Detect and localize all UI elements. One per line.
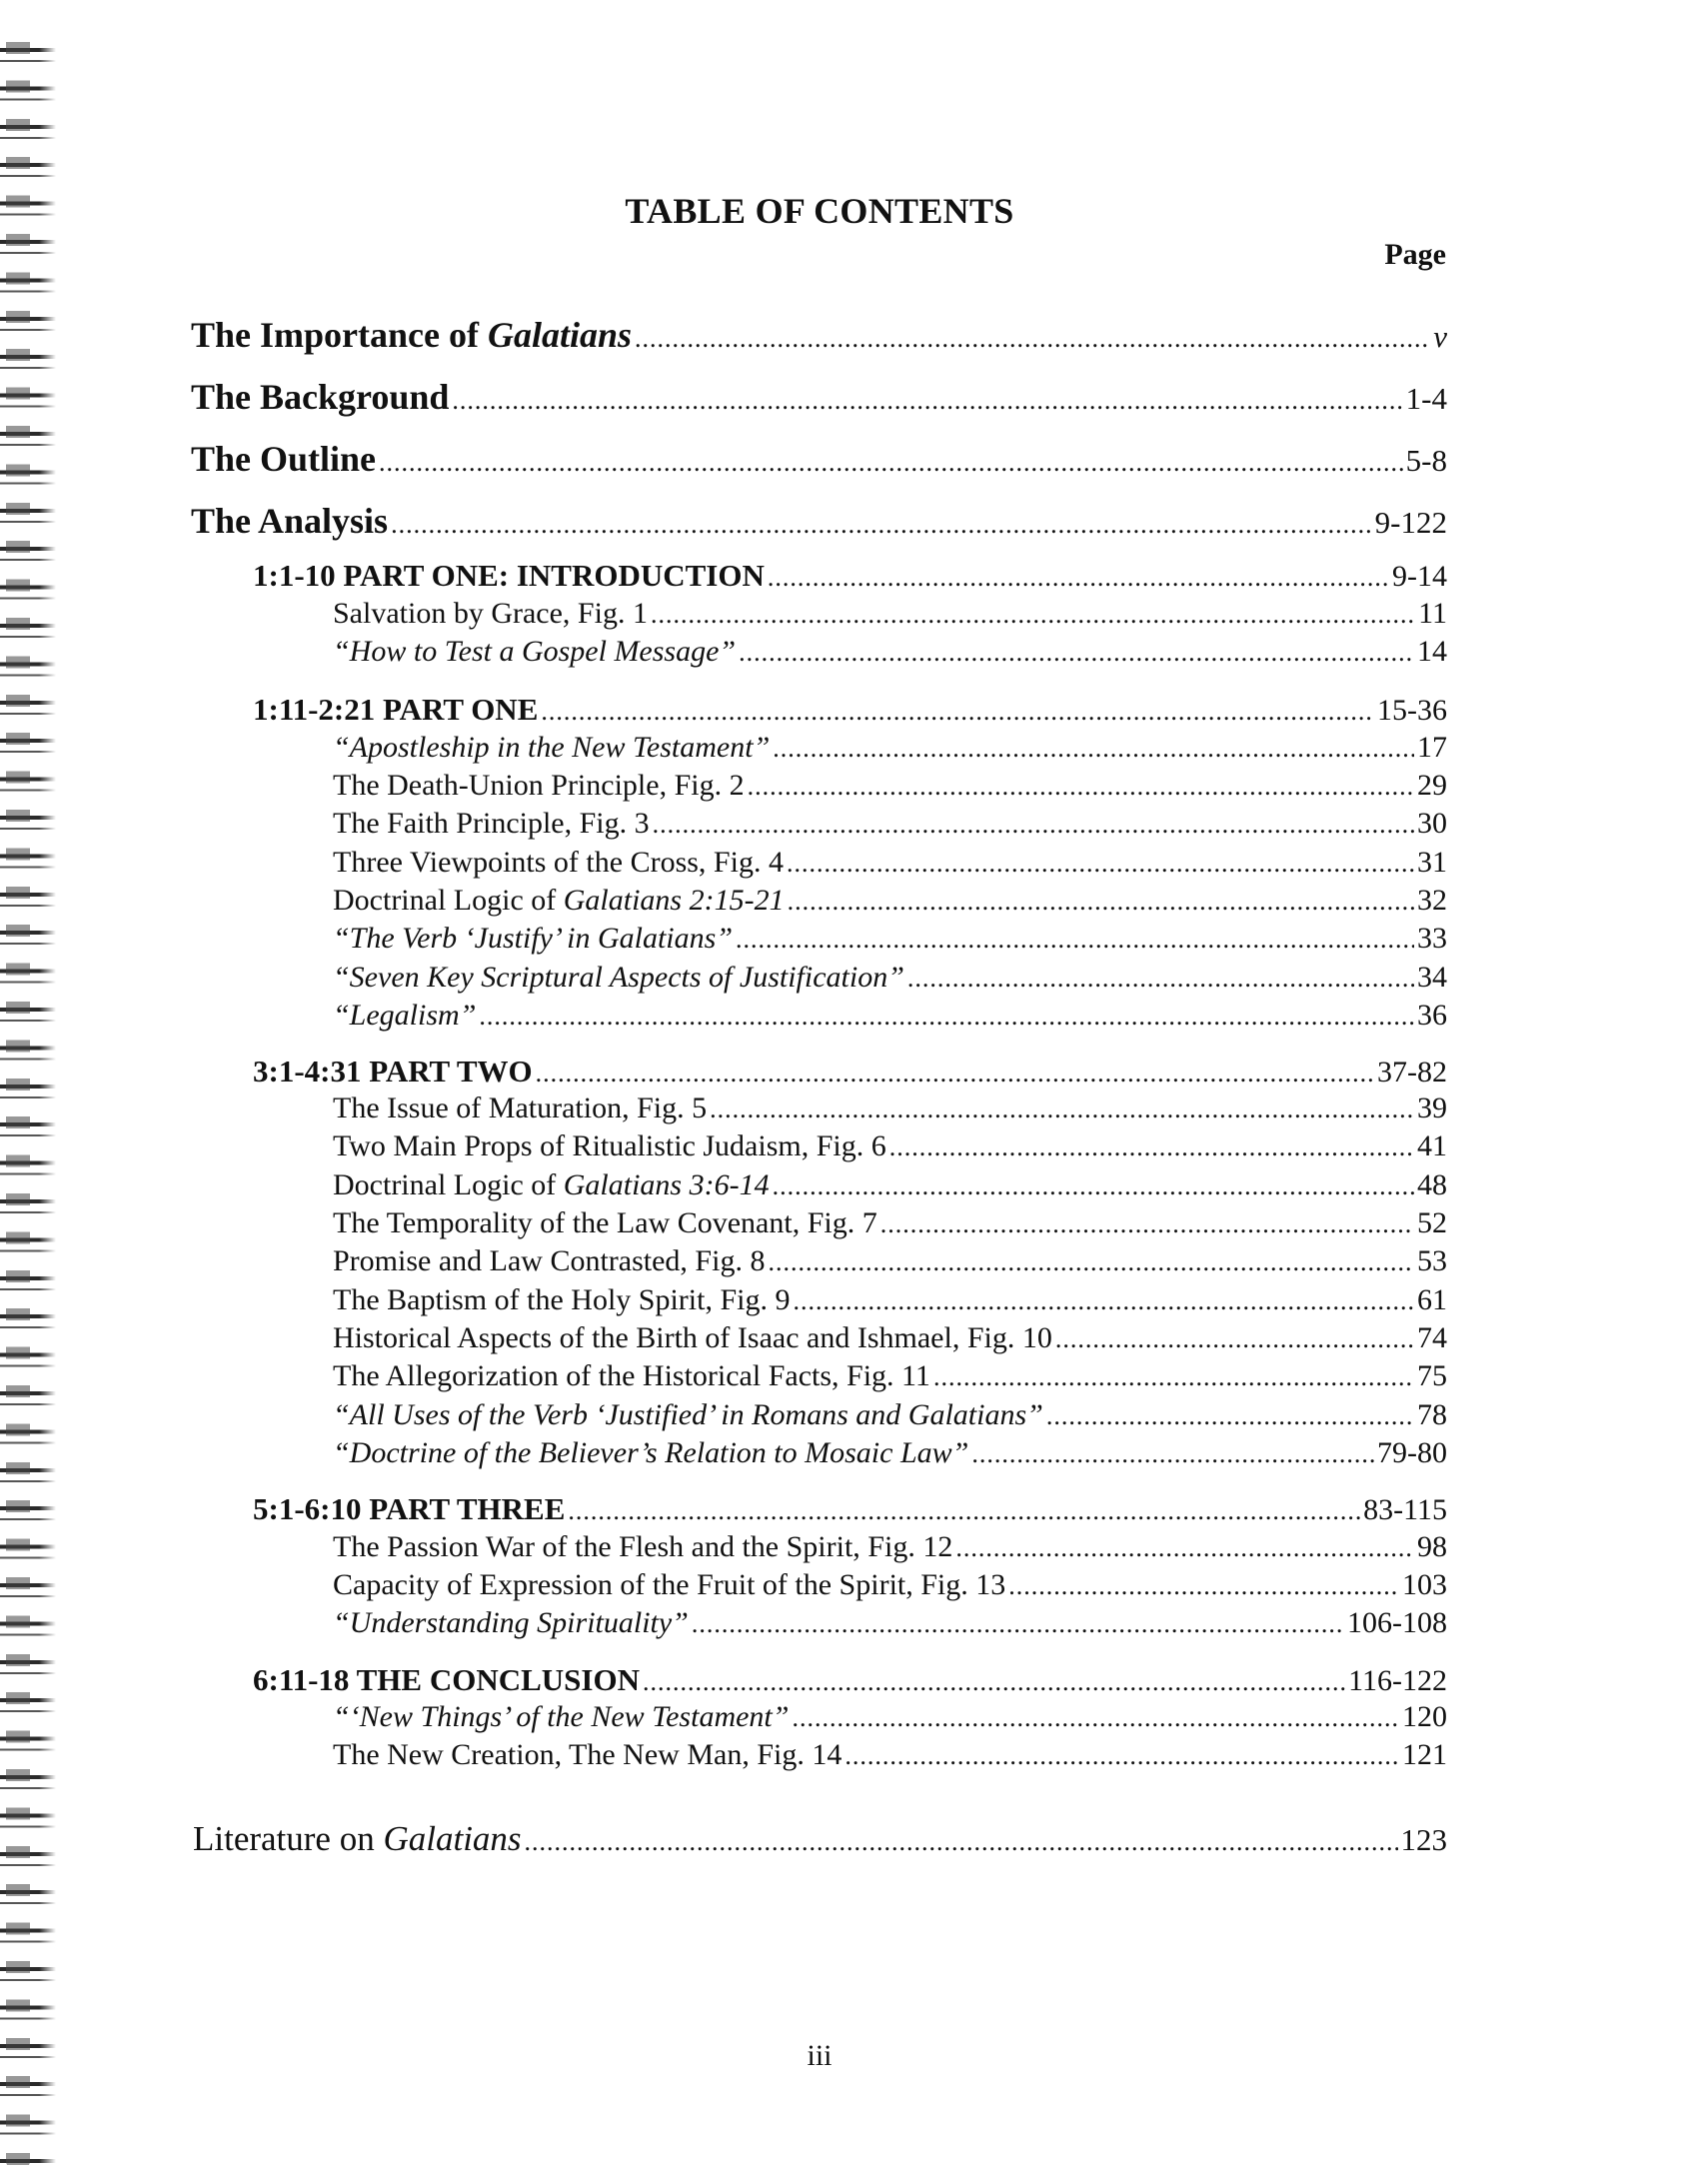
toc-entry-background[interactable] xyxy=(191,376,1447,418)
leader-dots xyxy=(635,314,1430,356)
leader-dots xyxy=(889,1129,1414,1163)
toc-entry[interactable] xyxy=(333,1359,1447,1393)
toc-entry[interactable] xyxy=(333,884,1447,918)
toc-entry[interactable] xyxy=(333,1398,1447,1432)
toc-entry[interactable] xyxy=(333,1244,1447,1278)
toc-entry[interactable] xyxy=(333,1606,1447,1640)
toc-entry-label: Literature on Galatians xyxy=(193,1819,522,1858)
toc-page-number: 52 xyxy=(1417,1206,1447,1239)
leader-dots xyxy=(768,558,1389,594)
toc-entry-label: The Importance of Galatians xyxy=(191,315,633,355)
toc-entry-analysis[interactable] xyxy=(191,500,1447,542)
leader-dots xyxy=(536,1054,1374,1089)
toc-page-number: 39 xyxy=(1417,1091,1447,1124)
page-title: TABLE OF CONTENTS xyxy=(625,191,1014,231)
toc-entry[interactable] xyxy=(333,1436,1447,1470)
toc-entry-label: The Background xyxy=(191,377,450,417)
toc-entry[interactable] xyxy=(333,1530,1447,1564)
toc-section-part-two[interactable] xyxy=(253,1054,1447,1089)
toc-page-number: 75 xyxy=(1417,1359,1447,1392)
page-column-header: Page xyxy=(1384,238,1446,271)
leader-dots xyxy=(955,1530,1414,1564)
leader-dots xyxy=(736,922,1414,956)
leader-dots xyxy=(710,1091,1414,1125)
leader-dots xyxy=(525,1819,1398,1859)
toc-page-number: v xyxy=(1433,319,1447,354)
toc-page-number: 48 xyxy=(1417,1168,1447,1201)
leader-dots xyxy=(933,1359,1414,1393)
toc-page-number: 15-36 xyxy=(1377,694,1447,727)
leader-dots xyxy=(748,769,1414,803)
toc-entry-outline[interactable] xyxy=(191,438,1447,480)
leader-dots xyxy=(653,807,1414,841)
toc-page-number: 31 xyxy=(1417,846,1447,879)
toc-entry-label: The Allegorization of the Historical Facts, Fig. 11 xyxy=(333,1359,930,1392)
toc-entry-label: 3:1-4:31 PART TWO xyxy=(253,1054,533,1089)
toc-entry-label: “Apostleship in the New Testament” xyxy=(333,731,771,764)
toc-section-part-one-introduction[interactable] xyxy=(253,558,1447,594)
toc-entry[interactable] xyxy=(333,597,1447,631)
toc-page-number: 30 xyxy=(1417,807,1447,840)
toc-entry[interactable] xyxy=(333,1568,1447,1602)
toc-entry-label: “Legalism” xyxy=(333,999,477,1032)
toc-entry[interactable] xyxy=(333,1206,1447,1240)
leader-dots xyxy=(651,597,1415,631)
toc-page-number: 98 xyxy=(1417,1530,1447,1563)
toc-page-number: 74 xyxy=(1417,1321,1447,1354)
leader-dots xyxy=(773,1168,1414,1202)
toc-page-number: 120 xyxy=(1402,1700,1447,1733)
toc-page-number: 17 xyxy=(1417,731,1447,764)
toc-entry[interactable] xyxy=(333,999,1447,1033)
toc-entry-label: The New Creation, The New Man, Fig. 14 xyxy=(333,1738,843,1771)
toc-page-number: 9-122 xyxy=(1374,505,1447,540)
toc-entry[interactable] xyxy=(333,1283,1447,1317)
toc-entry[interactable] xyxy=(333,1129,1447,1163)
toc-entry-label: “Doctrine of the Believer’s Relation to Mosaic Law” xyxy=(333,1436,969,1469)
toc-page-number: 14 xyxy=(1417,635,1447,668)
footer-page-number: iii xyxy=(807,2039,833,2072)
toc-entry[interactable] xyxy=(333,731,1447,765)
toc-page-number: 33 xyxy=(1417,922,1447,955)
toc-entry-label: 5:1-6:10 PART THREE xyxy=(253,1491,566,1526)
toc-page-number: 11 xyxy=(1418,597,1447,630)
toc-entry-label: Two Main Props of Ritualistic Judaism, Fig. 6 xyxy=(333,1129,886,1162)
leader-dots xyxy=(1046,1398,1414,1432)
toc-entry-label: The Issue of Maturation, Fig. 5 xyxy=(333,1091,708,1124)
toc-entry[interactable] xyxy=(333,635,1447,669)
leader-dots xyxy=(452,376,1402,418)
toc-page-number: 123 xyxy=(1400,1822,1447,1857)
toc-entry-label: The Baptism of the Holy Spirit, Fig. 9 xyxy=(333,1283,791,1316)
toc-entry-literature[interactable] xyxy=(193,1819,1447,1859)
toc-entry-label: Salvation by Grace, Fig. 1 xyxy=(333,597,648,630)
leader-dots xyxy=(792,1700,1399,1734)
leader-dots xyxy=(788,884,1414,918)
leader-dots xyxy=(479,999,1414,1033)
leader-dots xyxy=(971,1436,1374,1470)
toc-page-number: 37-82 xyxy=(1377,1056,1447,1089)
leader-dots xyxy=(787,846,1414,880)
toc-section-conclusion[interactable] xyxy=(253,1662,1447,1698)
leader-dots xyxy=(907,961,1414,995)
toc-page-number: 9-14 xyxy=(1392,560,1447,593)
toc-page-number: 5-8 xyxy=(1405,443,1447,478)
toc-entry-label: The Outline xyxy=(191,439,377,479)
leader-dots xyxy=(794,1283,1415,1317)
toc-entry[interactable] xyxy=(333,961,1447,995)
toc-entry-label: The Analysis xyxy=(191,501,389,541)
toc-entry-label: Capacity of Expression of the Fruit of the Spirit, Fig. 13 xyxy=(333,1568,1006,1601)
toc-entry[interactable] xyxy=(333,1321,1447,1355)
toc-page-number: 32 xyxy=(1417,884,1447,917)
leader-dots xyxy=(773,731,1414,765)
leader-dots xyxy=(845,1738,1399,1772)
toc-entry-label: The Passion War of the Flesh and the Spirit, Fig. 12 xyxy=(333,1530,953,1563)
toc-entry[interactable] xyxy=(333,1168,1447,1202)
toc-page-number: 29 xyxy=(1417,769,1447,802)
toc-page-number: 34 xyxy=(1417,961,1447,994)
toc-page-number: 116-122 xyxy=(1348,1664,1447,1697)
toc-entry-label: Promise and Law Contrasted, Fig. 8 xyxy=(333,1244,766,1277)
toc-page-number: 41 xyxy=(1417,1129,1447,1162)
toc-entry[interactable] xyxy=(333,1091,1447,1125)
toc-section-part-three[interactable] xyxy=(253,1491,1447,1527)
leader-dots xyxy=(739,635,1414,669)
toc-page-number: 61 xyxy=(1417,1283,1447,1316)
toc-entry[interactable] xyxy=(333,846,1447,880)
leader-dots xyxy=(568,1491,1360,1527)
leader-dots xyxy=(692,1606,1344,1640)
toc-page-number: 83-115 xyxy=(1363,1493,1447,1526)
toc-entry[interactable] xyxy=(333,922,1447,956)
toc-entry[interactable] xyxy=(333,769,1447,803)
toc-page-number: 53 xyxy=(1417,1244,1447,1277)
toc-entry-label: “‘New Things’ of the New Testament” xyxy=(333,1700,790,1733)
toc-page-number: 106-108 xyxy=(1347,1606,1447,1639)
toc-entry-label: 1:1-10 PART ONE: INTRODUCTION xyxy=(253,558,765,593)
toc-entry-label: “How to Test a Gospel Message” xyxy=(333,635,737,668)
leader-dots xyxy=(391,500,1372,542)
toc-entry-label: “Seven Key Scriptural Aspects of Justification” xyxy=(333,961,904,994)
toc-page-number: 79-80 xyxy=(1377,1436,1447,1469)
toc-entry-label: The Temporality of the Law Covenant, Fig. 7 xyxy=(333,1206,877,1239)
leader-dots xyxy=(880,1206,1414,1240)
toc-page-number: 36 xyxy=(1417,999,1447,1032)
leader-dots xyxy=(379,438,1403,480)
toc-entry-label: “Understanding Spirituality” xyxy=(333,1606,689,1639)
toc-entry-label: Doctrinal Logic of Galatians 3:6-14 xyxy=(333,1168,770,1201)
leader-dots xyxy=(541,692,1374,728)
toc-section-part-one[interactable] xyxy=(253,692,1447,728)
toc-page-number: 1-4 xyxy=(1405,381,1447,416)
toc-entry-label: “All Uses of the Verb ‘Justified’ in Romans and Galatians” xyxy=(333,1398,1043,1431)
toc-entry-label: Historical Aspects of the Birth of Isaac and Ishmael, Fig. 10 xyxy=(333,1321,1052,1354)
toc-entry[interactable] xyxy=(333,1700,1447,1734)
toc-page-number: 103 xyxy=(1402,1568,1447,1601)
toc-entry-label: “The Verb ‘Justify’ in Galatians” xyxy=(333,922,734,955)
toc-entry-label: Three Viewpoints of the Cross, Fig. 4 xyxy=(333,846,784,879)
toc-entry-label: Doctrinal Logic of Galatians 2:15-21 xyxy=(333,884,785,917)
toc-entry-label: 1:11-2:21 PART ONE xyxy=(253,692,539,727)
leader-dots xyxy=(1055,1321,1414,1355)
toc-entry-label: 6:11-18 THE CONCLUSION xyxy=(253,1662,640,1697)
toc-page-number: 78 xyxy=(1417,1398,1447,1431)
toc-entry-importance[interactable] xyxy=(191,314,1447,356)
toc-entry-label: The Death-Union Principle, Fig. 2 xyxy=(333,769,745,802)
toc-page-number: 121 xyxy=(1402,1738,1447,1771)
toc-entry[interactable] xyxy=(333,807,1447,841)
leader-dots xyxy=(643,1662,1345,1698)
toc-entry-label: The Faith Principle, Fig. 3 xyxy=(333,807,650,840)
leader-dots xyxy=(768,1244,1414,1278)
leader-dots xyxy=(1008,1568,1399,1602)
toc-entry[interactable] xyxy=(333,1738,1447,1772)
